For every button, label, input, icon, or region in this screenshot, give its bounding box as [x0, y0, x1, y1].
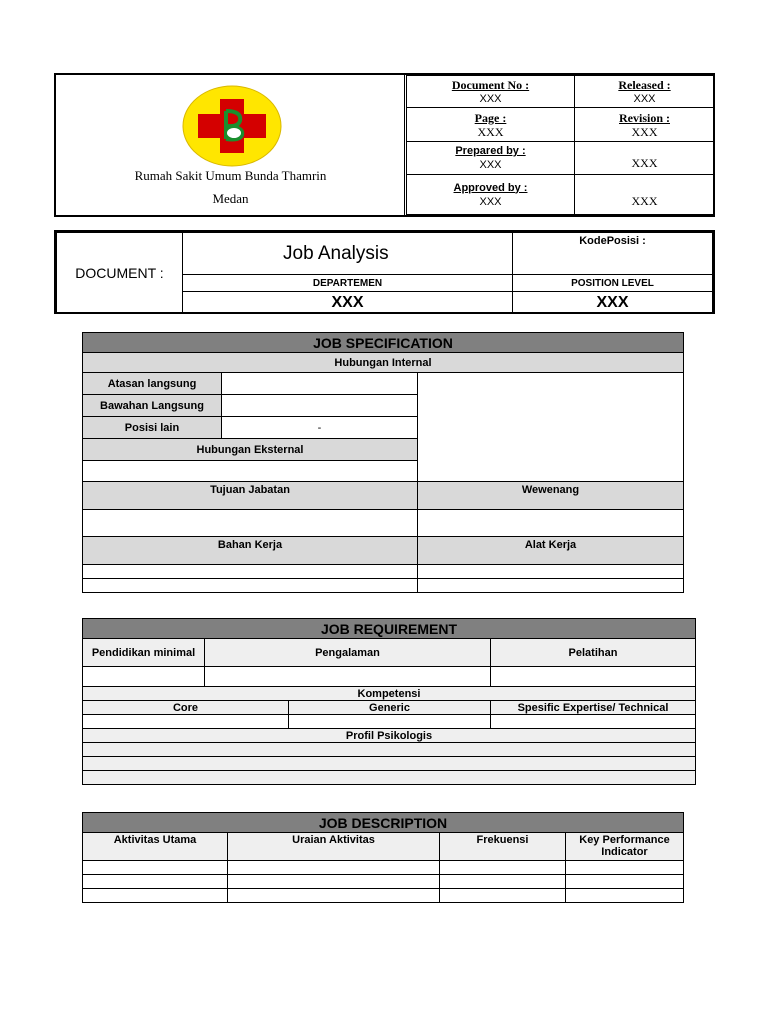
- hubungan-internal-header: Hubungan Internal: [83, 353, 684, 373]
- page-label: Page :: [474, 110, 507, 125]
- bahan-kerja-row[interactable]: [83, 565, 418, 579]
- bahan-kerja-header: Bahan Kerja: [83, 537, 418, 565]
- alat-kerja-header: Alat Kerja: [418, 537, 684, 565]
- table-cell[interactable]: [83, 875, 228, 889]
- table-cell[interactable]: [440, 875, 566, 889]
- job-specification-table: [82, 332, 684, 593]
- profil-psikologis-row[interactable]: [83, 743, 696, 757]
- alat-kerja-row[interactable]: [418, 565, 684, 579]
- pelatihan-field[interactable]: [491, 667, 696, 687]
- pelatihan-label: Pelatihan: [491, 639, 696, 667]
- table-cell[interactable]: [440, 861, 566, 875]
- prepared-by-label: Prepared by :: [455, 145, 526, 157]
- internal-relation-notes[interactable]: [418, 373, 684, 482]
- posisi-lain-label: Posisi lain: [83, 417, 222, 439]
- core-field[interactable]: [83, 715, 289, 729]
- page-value: XXX: [477, 124, 504, 139]
- column-header: Uraian Aktivitas: [228, 833, 440, 861]
- hubungan-eksternal-header: Hubungan Eksternal: [83, 439, 418, 461]
- approved-by-label: Approved by :: [453, 181, 528, 194]
- table-cell[interactable]: [440, 889, 566, 903]
- document-no-value: XXX: [479, 92, 502, 105]
- generic-field[interactable]: [289, 715, 491, 729]
- bawahan-langsung-field[interactable]: [222, 395, 418, 417]
- bawahan-langsung-label: Bawahan Langsung: [83, 395, 222, 417]
- pengalaman-field[interactable]: [205, 667, 491, 687]
- pendidikan-field[interactable]: [83, 667, 205, 687]
- document-header: [54, 73, 715, 217]
- approved-by-value: XXX: [479, 195, 502, 208]
- document-no-label: Document No :: [451, 77, 530, 92]
- alat-kerja-row[interactable]: [418, 579, 684, 593]
- released-value: XXX: [633, 92, 656, 105]
- page-cell: [407, 108, 575, 142]
- table-cell[interactable]: [83, 889, 228, 903]
- pengalaman-label: Pengalaman: [205, 639, 491, 667]
- job-specification-title: JOB SPECIFICATION: [83, 333, 684, 353]
- institution-name: Rumah Sakit Umum Bunda Thamrin: [134, 168, 327, 183]
- table-cell[interactable]: [228, 889, 440, 903]
- document-title: Job Analysis: [183, 233, 513, 275]
- kode-posisi-label: KodePosisi :: [513, 233, 713, 275]
- table-cell[interactable]: [83, 861, 228, 875]
- job-description-table: [82, 812, 684, 903]
- revision-cell: [575, 108, 715, 142]
- column-header: Key Performance Indicator: [566, 833, 684, 861]
- prepared-by-value: XXX: [479, 159, 502, 171]
- revision-value: XXX: [631, 124, 658, 139]
- table-cell[interactable]: [228, 861, 440, 875]
- prepared-by-right: XXX: [575, 142, 715, 175]
- institution-city: Medan: [212, 191, 249, 206]
- bahan-kerja-row[interactable]: [83, 579, 418, 593]
- table-cell[interactable]: [566, 889, 684, 903]
- tujuan-jabatan-field[interactable]: [83, 510, 418, 537]
- table-cell[interactable]: [566, 861, 684, 875]
- released-cell: [575, 76, 715, 108]
- released-label: Released :: [618, 77, 671, 92]
- posisi-lain-field[interactable]: -: [222, 417, 418, 439]
- column-header: Frekuensi: [440, 833, 566, 861]
- job-description-title: JOB DESCRIPTION: [83, 813, 684, 833]
- core-header: Core: [83, 701, 289, 715]
- job-requirement-title: JOB REQUIREMENT: [83, 619, 696, 639]
- document-no-cell: [407, 76, 575, 108]
- pendidikan-label: Pendidikan minimal: [83, 639, 205, 667]
- document-label: DOCUMENT :: [57, 233, 183, 314]
- departemen-label: DEPARTEMEN: [183, 275, 513, 292]
- table-cell[interactable]: [566, 875, 684, 889]
- atasan-langsung-label: Atasan langsung: [83, 373, 222, 395]
- document-title-block: [54, 230, 715, 314]
- profil-psikologis-row[interactable]: [83, 757, 696, 771]
- position-level-label: POSITION LEVEL: [513, 275, 713, 292]
- job-requirement-table: [82, 618, 696, 785]
- approved-by-cell: [407, 175, 575, 215]
- wewenang-field[interactable]: [418, 510, 684, 537]
- hubungan-eksternal-field[interactable]: [83, 461, 418, 482]
- hospital-logo: [182, 85, 282, 167]
- spesific-header: Spesific Expertise/ Technical: [491, 701, 696, 715]
- revision-label: Revision :: [619, 110, 670, 125]
- document-meta-grid: [406, 75, 715, 215]
- profil-psikologis-header: Profil Psikologis: [83, 729, 696, 743]
- approved-by-right: XXX: [575, 175, 715, 215]
- profil-psikologis-row[interactable]: [83, 771, 696, 785]
- prepared-by-cell: [407, 142, 575, 175]
- institution-block: [56, 75, 405, 215]
- column-header: Aktivitas Utama: [83, 833, 228, 861]
- position-level-value: XXX: [513, 292, 713, 314]
- atasan-langsung-field[interactable]: [222, 373, 418, 395]
- spesific-field[interactable]: [491, 715, 696, 729]
- departemen-value: XXX: [183, 292, 513, 314]
- kompetensi-header: Kompetensi: [83, 687, 696, 701]
- tujuan-jabatan-header: Tujuan Jabatan: [83, 482, 418, 510]
- generic-header: Generic: [289, 701, 491, 715]
- wewenang-header: Wewenang: [418, 482, 684, 510]
- table-cell[interactable]: [228, 875, 440, 889]
